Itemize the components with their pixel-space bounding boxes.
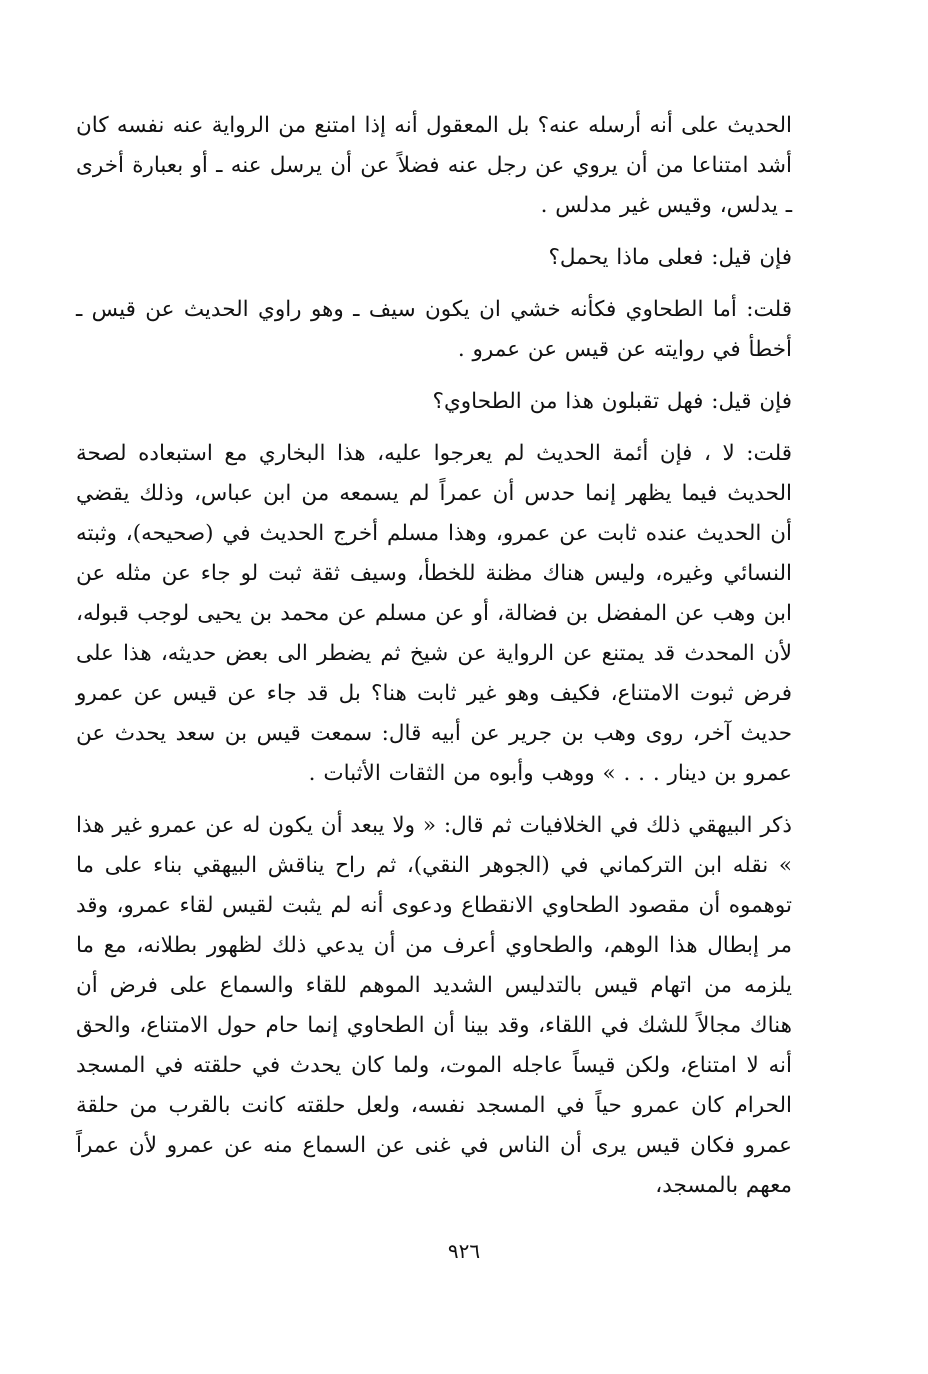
paragraph-5: قلت: لا ، فإن أئمة الحديث لم يعرجوا عليه، هذا البخاري مع استبعاده لصحة الحديث فيما يظهر إنما حدس أن عمراً لم يسمعه من ابن عباس، وذلك يقضي أن الحديث عنده ثابت عن عمرو، وهذا مسلم أخرج الحديث في (صحيحه)، وثبته النسائي وغيره، وليس هناك مظنة للخطأ، وسيف ثقة ثبت لو جاء عن مثله عن ابن وهب عن المفضل بن فضالة، أو عن مسلم عن محمد بن يحيى لوجب قبوله، لأن المحدث قد يمتنع عن الرواية عن شيخ ثم يضطر الى بعض حديثه، هذا على فرض ثبوت الامتناع، فكيف وهو غير ثابت هنا؟ بل قد جاء عن قيس عن عمرو حديث آخر، روى وهب بن جرير عن أبيه قال: سمعت قيس بن سعد يحدث عن عمرو بن دينار . . . » ووهب وأبوه من الثقات الأثبات . (76, 441, 792, 786)
paragraph-6: ذكر البيهقي ذلك في الخلافيات ثم قال: « ولا يبعد أن يكون له عن عمرو غير هذا » نقله ابن التركماني في (الجوهر النقي)، ثم راح يناقش البيهقي بناء على ما توهموه أن مقصود الطحاوي الانقطاع ودعوى أنه لم يثبت لقيس لقاء عمرو، وقد مر إبطال هذا الوهم، والطحاوي أعرف من أن يدعي ذلك لظهور بطلانه، مع ما يلزمه من اتهام قيس بالتدليس الشديد الموهم للقاء والسماع على فرض أن هناك مجالاً للشك في اللقاء، وقد بينا أن الطحاوي إنما حام حول الامتناع، والحق أنه لا امتناع، ولكن قيساً عاجله الموت، ولما كان يحدث في حلقته في المسجد الحرام كان عمرو حياً في المسجد نفسه، ولعل حلقته كانت بالقرب من حلقة عمرو فكان قيس يرى أن الناس في غنى عن السماع منه عن عمرو لأن عمراً معهم بالمسجد، (76, 813, 792, 1198)
paragraph-2: فإن قيل: فعلى ماذا يحمل؟ (548, 245, 792, 270)
page-body (76, 106, 792, 1206)
page-number: ٩٢٦ (447, 1239, 481, 1263)
paragraph-3: قلت: أما الطحاوي فكأنه خشي ان يكون سيف ـ وهو راوي الحديث عن قيس ـ أخطأ في روايته عن قيس عن عمرو . (76, 297, 792, 362)
paragraph-1: الحديث على أنه أرسله عنه؟ بل المعقول أنه إذا امتنع من الرواية عنه نفسه كان أشد امتناعا من أن يروي عن رجل عنه فضلاً عن أن يرسل عنه ـ أو بعبارة أخرى ـ يدلس، وقيس غير مدلس . (76, 113, 792, 218)
paragraph-4: فإن قيل: فهل تقبلون هذا من الطحاوي؟ (432, 389, 792, 414)
